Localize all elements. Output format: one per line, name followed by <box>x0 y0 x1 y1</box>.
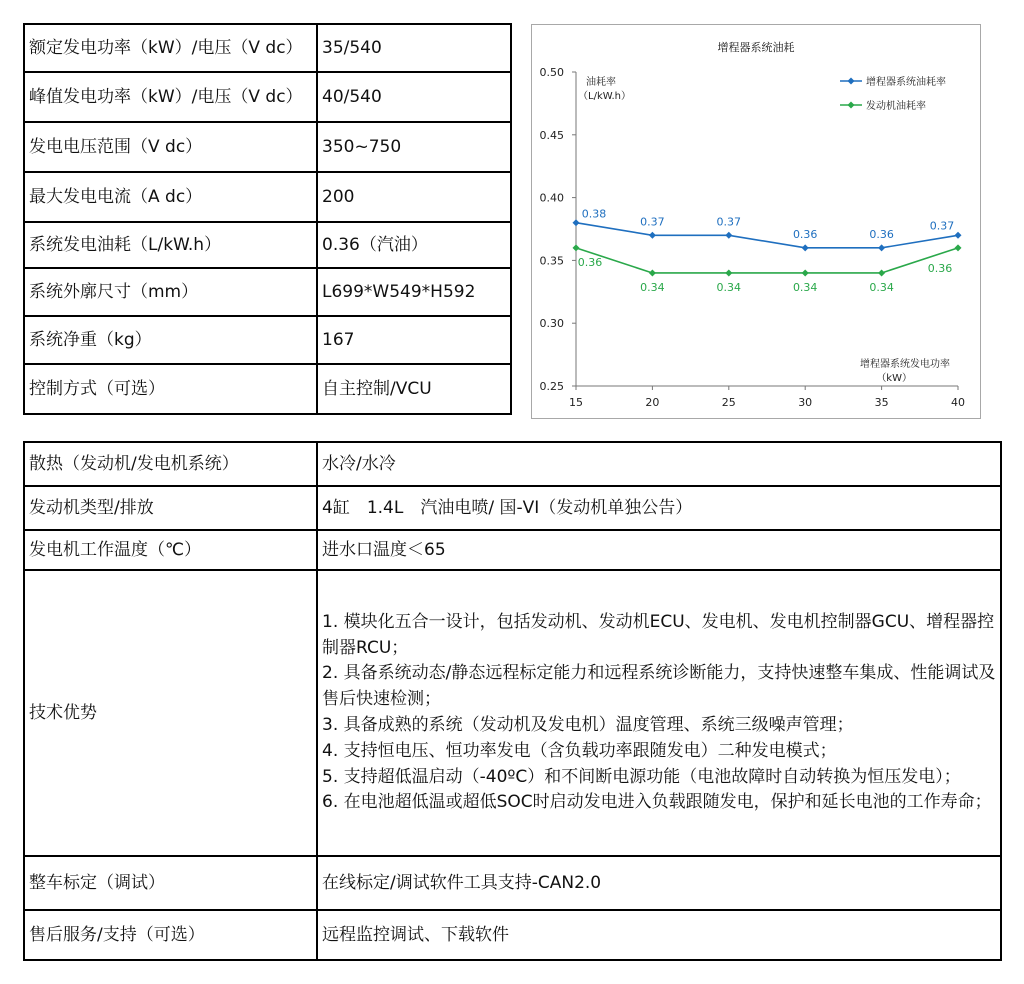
spec-row <box>24 530 1001 570</box>
tech-advantages-list <box>317 570 1001 856</box>
data-point-marker <box>878 244 885 251</box>
x-tick-label: 20 <box>645 396 660 409</box>
advantage-item: 5. 支持超低温启动（-40ºC）和不间断电源功能（电池故障时自动转换为恒压发电）； <box>322 766 961 787</box>
spec-value: 35/540 <box>317 24 511 72</box>
spec-row <box>24 316 511 364</box>
spec-value: 在线标定/调试软件工具支持-CAN2.0 <box>317 856 1001 910</box>
spec-label: 散热（发动机/发电机系统） <box>24 442 317 486</box>
data-point-marker <box>573 244 580 251</box>
y-tick-label: 0.35 <box>539 254 564 268</box>
data-label: 0.34 <box>869 280 894 294</box>
spec-table-top <box>23 23 512 415</box>
y-axis-label: 油耗率 <box>586 77 616 88</box>
spec-label: 发电机工作温度（℃） <box>24 530 317 570</box>
spec-value: 0.36（汽油） <box>317 222 511 268</box>
legend-label: 增程器系统油耗率 <box>866 77 946 88</box>
spec-value: 4缸 1.4L 汽油电喷/ 国-VI（发动机单独公告） <box>317 486 1001 530</box>
x-tick-label: 30 <box>798 396 813 409</box>
spec-label: 整车标定（调试） <box>24 856 317 910</box>
spec-label: 控制方式（可选） <box>24 364 317 414</box>
data-label: 0.37 <box>640 215 665 229</box>
spec-value: 自主控制/VCU <box>317 364 511 414</box>
advantage-item: 6. 在电池超低温或超低SOC时启动发电进入负载跟随发电，保护和延长电池的工作寿命； <box>322 792 992 813</box>
chart-svg <box>532 25 980 418</box>
legend-marker <box>848 102 855 109</box>
spec-value: L699*W549*H592 <box>317 268 511 316</box>
spec-value: 200 <box>317 172 511 222</box>
advantage-item: 1. 模块化五合一设计，包括发动机、发动机ECU、发电机、发电机控制器GCU、增程器控制器RCU； <box>322 611 995 658</box>
data-point-marker <box>802 244 809 251</box>
spec-value: 远程监控调试、下载软件 <box>317 910 1001 960</box>
spec-row <box>24 910 1001 960</box>
data-label: 0.36 <box>577 255 603 269</box>
spec-row <box>24 222 511 268</box>
y-tick-label: 0.45 <box>539 128 564 142</box>
spec-row <box>24 570 1001 856</box>
data-label: 0.36 <box>869 227 894 241</box>
data-point-marker <box>878 269 885 276</box>
x-tick-label: 15 <box>569 396 583 409</box>
y-tick-label: 0.40 <box>539 191 564 205</box>
spec-row <box>24 268 511 316</box>
data-point-marker <box>955 232 962 239</box>
data-point-marker <box>802 269 809 276</box>
spec-value: 进水口温度＜65 <box>317 530 1001 570</box>
y-tick-label: 0.50 <box>539 66 564 79</box>
advantage-item: 2. 具备系统动态/静态远程标定能力和远程系统诊断能力，支持快速整车集成、性能调试及售后快速检测； <box>322 663 996 710</box>
y-axis-unit: （L/kW.h） <box>578 91 631 102</box>
legend-label: 发动机油耗率 <box>866 101 926 112</box>
data-point-marker <box>725 269 732 276</box>
data-label: 0.34 <box>792 280 818 294</box>
data-label: 0.38 <box>581 207 607 221</box>
spec-row <box>24 364 511 414</box>
y-tick-label: 0.30 <box>539 317 564 331</box>
spec-row <box>24 856 1001 910</box>
spec-row <box>24 442 1001 486</box>
spec-table-bottom <box>23 441 1002 961</box>
fuel-consumption-chart <box>531 24 981 419</box>
spec-label: 系统净重（kg） <box>24 316 317 364</box>
spec-label: 发动机类型/排放 <box>24 486 317 530</box>
advantage-item: 4. 支持恒电压、恒功率发电（含负载功率跟随发电）二种发电模式； <box>322 740 837 761</box>
spec-label: 系统发电油耗（L/kW.h） <box>24 222 317 268</box>
spec-label: 额定发电功率（kW）/电压（V dc） <box>24 24 317 72</box>
spec-row <box>24 72 511 122</box>
series-line <box>576 223 958 248</box>
spec-label: 售后服务/支持（可选） <box>24 910 317 960</box>
data-point-marker <box>725 232 732 239</box>
spec-row <box>24 24 511 72</box>
spec-row <box>24 486 1001 530</box>
x-tick-label: 40 <box>951 396 965 409</box>
data-point-marker <box>955 244 962 251</box>
x-axis-unit: （kW） <box>876 373 912 384</box>
spec-value: 水冷/水冷 <box>317 442 1001 486</box>
spec-label: 峰值发电功率（kW）/电压（V dc） <box>24 72 317 122</box>
spec-row <box>24 122 511 172</box>
chart-title: 增程器系统油耗 <box>717 41 795 54</box>
data-label: 0.34 <box>640 280 665 294</box>
data-point-marker <box>649 269 656 276</box>
data-label: 0.36 <box>927 261 953 275</box>
data-label: 0.37 <box>929 219 955 233</box>
spec-value: 350~750 <box>317 122 511 172</box>
spec-row <box>24 172 511 222</box>
legend-marker <box>848 78 855 85</box>
spec-label: 系统外廓尺寸（mm） <box>24 268 317 316</box>
spec-value: 167 <box>317 316 511 364</box>
y-tick-label: 0.25 <box>539 380 564 393</box>
series-line <box>576 248 958 273</box>
x-tick-label: 25 <box>721 396 736 409</box>
spec-value: 40/540 <box>317 72 511 122</box>
spec-label: 技术优势 <box>24 570 317 856</box>
data-label: 0.37 <box>716 215 742 229</box>
data-label: 0.36 <box>792 227 818 241</box>
data-label: 0.34 <box>716 280 742 294</box>
data-point-marker <box>649 232 656 239</box>
advantage-item: 3. 具备成熟的系统（发动机及发电机）温度管理、系统三级噪声管理； <box>322 715 854 735</box>
data-point-marker <box>573 219 580 226</box>
spec-label: 发电电压范围（V dc） <box>24 122 317 172</box>
spec-label: 最大发电电流（A dc） <box>24 172 317 222</box>
x-axis-label: 增程器系统发电功率 <box>860 359 950 370</box>
x-tick-label: 35 <box>874 396 889 409</box>
